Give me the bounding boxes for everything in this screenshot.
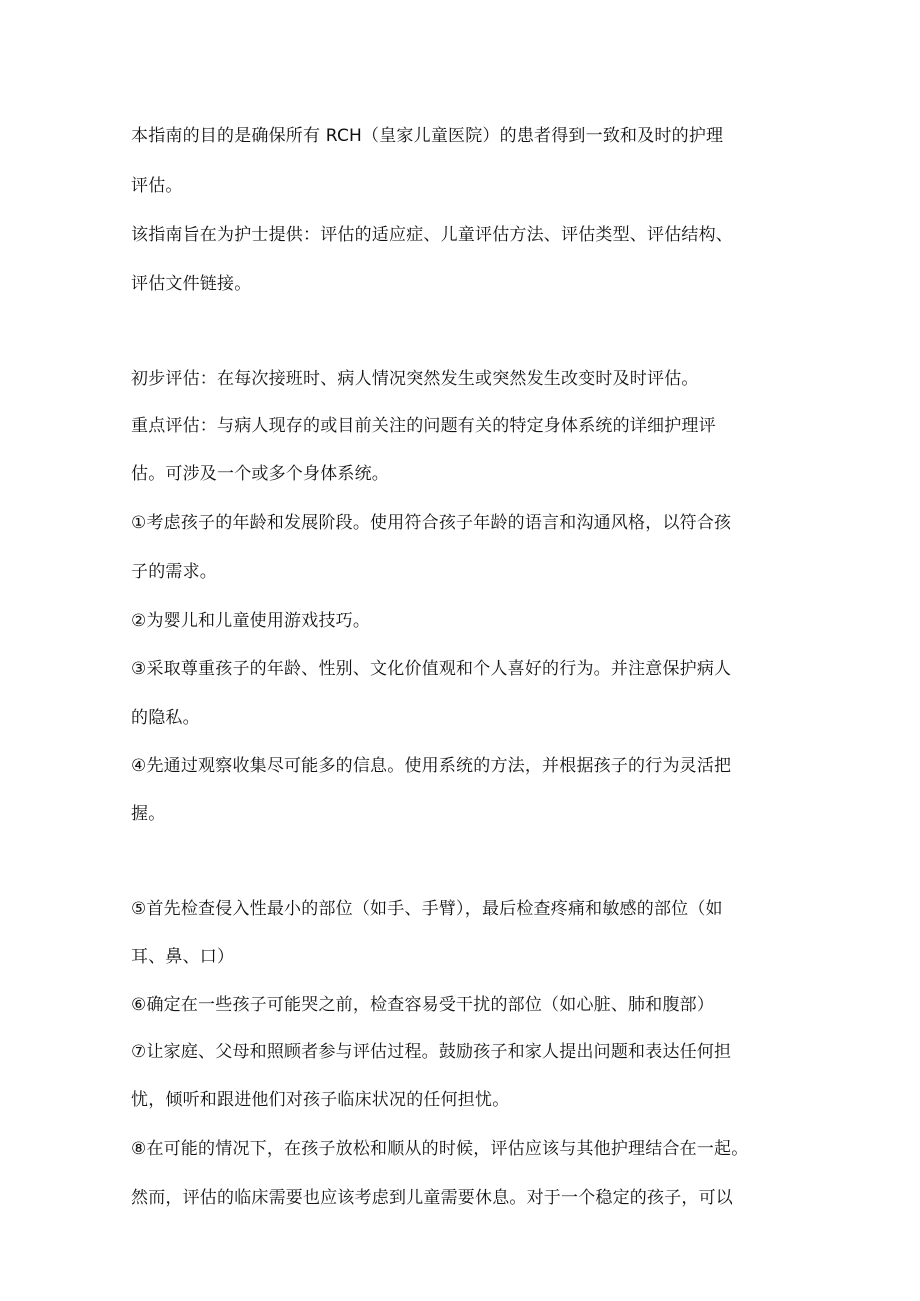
text-line: 的隐私。 [131,708,200,728]
text-line: 本指南的目的是确保所有 RCH（皇家儿童医院）的患者得到一致和及时的护理 [131,126,724,146]
text-line: 子的需求。 [131,562,217,582]
text-line: 该指南旨在为护士提供：评估的适应症、儿童评估方法、评估类型、评估结构、 [131,225,733,245]
text-line: ⑥确定在一些孩子可能哭之前，检查容易受干扰的部位（如心脏、肺和腹部） [131,995,715,1015]
text-line: 忧，倾听和跟进他们对孩子临床状况的任何担忧。 [131,1090,510,1110]
text-line: 初步评估：在每次接班时、病人情况突然发生或突然发生改变时及时评估。 [131,369,699,389]
text-line: 评估。 [131,176,183,196]
text-line: 估。可涉及一个或多个身体系统。 [131,464,389,484]
text-line: 然而，评估的临床需要也应该考虑到儿童需要休息。对于一个稳定的孩子，可以 [131,1188,733,1208]
text-line: 重点评估：与病人现存的或目前关注的问题有关的特定身体系统的详细护理评 [131,416,716,436]
text-line: ④先通过观察收集尽可能多的信息。使用系统的方法，并根据孩子的行为灵活把 [131,756,732,776]
text-line: ⑤首先检查侵入性最小的部位（如手、手臂），最后检查疼痛和敏感的部位（如 [131,899,723,919]
text-line: ⑦让家庭、父母和照顾者参与评估过程。鼓励孩子和家人提出问题和表达任何担 [131,1042,732,1062]
text-line: 握。 [131,804,166,824]
text-line: ②为婴儿和儿童使用游戏技巧。 [131,611,371,631]
text-line: ①考虑孩子的年龄和发展阶段。使用符合孩子年龄的语言和沟通风格，以符合孩 [131,513,732,533]
text-line: 评估文件链接。 [131,274,252,294]
text-line: ③采取尊重孩子的年龄、性别、文化价值观和个人喜好的行为。并注意保护病人 [131,659,732,679]
text-line: 耳、鼻、口） [131,947,235,967]
text-line: ⑧在可能的情况下，在孩子放松和顺从的时候，评估应该与其他护理结合在一起。 [131,1139,749,1159]
